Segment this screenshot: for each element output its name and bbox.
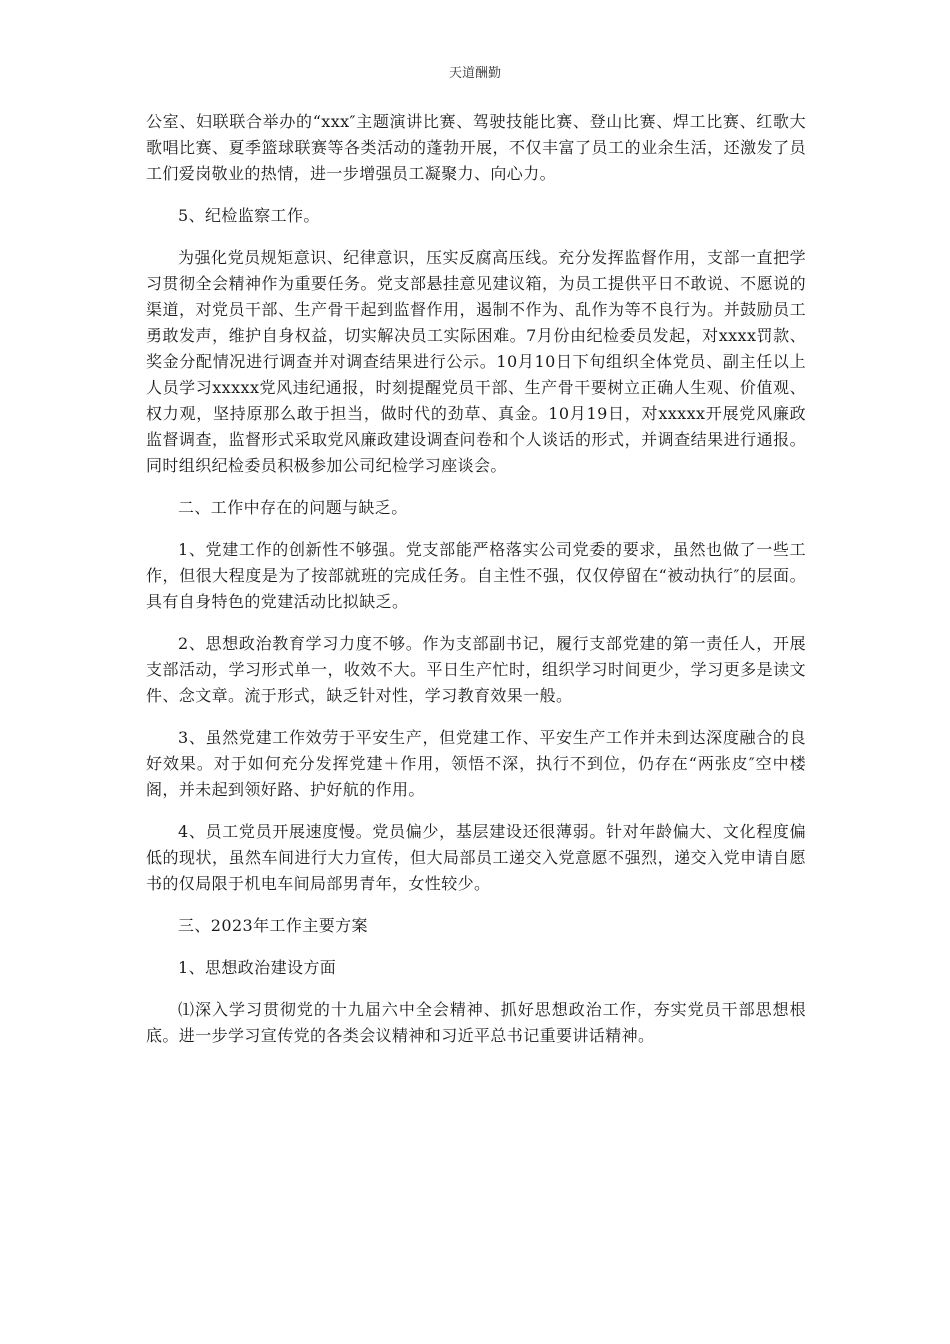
- section-heading-discipline: 5、纪检监察工作。: [178, 206, 320, 225]
- paragraph-problem-4: 4、员工党员开展速度慢。党员偏少，基层建设还很薄弱。针对年龄偏大、文化程度偏低的现状，虽然车间进行大力宣传，但大局部员工递交入党意愿不强烈，递交入党申请自愿书的仅局限于机电车间局部男青年，女性较少。: [146, 822, 806, 893]
- document-body: [146, 109, 806, 1049]
- page-header: 天道酬勤: [448, 66, 501, 81]
- subsection-heading-ideology: 1、思想政治建设方面: [178, 958, 337, 977]
- paragraph-problem-1: 1、党建工作的创新性不够强。党支部能严格落实公司党委的要求，虽然也做了一些工作，但很大程度是为了按部就班的完成任务。自主性不强，仅仅停留在“被动执行″的层面。具有自身特色的党建活动比拟缺乏。: [146, 540, 806, 611]
- paragraph-plan-1: ⑴深入学习贯彻党的十九届六中全会精神、抓好思想政治工作，夯实党员干部思想根底。进一步学习宣传党的各类会议精神和习近平总书记重要讲话精神。: [146, 1000, 806, 1045]
- paragraph-problem-2: 2、思想政治教育学习力度不够。作为支部副书记，履行支部党建的第一责任人，开展支部活动，学习形式单一，收效不大。平日生产忙时，组织学习时间更少，学习更多是读文件、念文章。流于形式，缺乏针对性，学习教育效果一般。: [146, 634, 806, 705]
- paragraph-problem-3: 3、虽然党建工作效劳于平安生产，但党建工作、平安生产工作并未到达深度融合的良好效果。对于如何充分发挥党建＋作用，领悟不深，执行不到位，仍存在“两张皮″空中楼阁，并未起到领好路、护好航的作用。: [146, 728, 806, 799]
- paragraph-discipline: 为强化党员规矩意识、纪律意识，压实反腐高压线。充分发挥监督作用，支部一直把学习贯彻全会精神作为重要任务。党支部悬挂意见建议箱，为员工提供平日不敢说、不愿说的渠道，对党员干部、生产骨干起到监督作用，遏制不作为、乱作为等不良行为。并鼓励员工勇敢发声，维护自身权益，切实解决员工实际困难。7月份由纪检委员发起，对xxxx罚款、奖金分配情况进行调查并对调查结果进行公示。10月10日下旬组织全体党员、副主任以上人员学习xxxxx党风违纪通报，时刻提醒党员干部、生产骨干要树立正确人生观、价值观、权力观，坚持原那么敢于担当，做时代的劲草、真金。10月19日，对xxxxx开展党风廉政监督调查，监督形式采取党风廉政建设调查问卷和个人谈话的形式，并调查结果进行通报。同时组织纪检委员积极参加公司纪检学习座谈会。: [146, 248, 806, 475]
- section-heading-problems: 二、工作中存在的问题与缺乏。: [178, 498, 408, 517]
- section-heading-plan: 三、2023年工作主要方案: [178, 916, 368, 935]
- paragraph-activities: 公室、妇联联合举办的“xxx″主题演讲比赛、驾驶技能比赛、登山比赛、焊工比赛、红歌大歌唱比赛、夏季篮球联赛等各类活动的蓬勃开展，不仅丰富了员工的业余生活，还激发了员工们爱岗敬业的热情，进一步增强员工凝聚力、向心力。: [146, 112, 806, 183]
